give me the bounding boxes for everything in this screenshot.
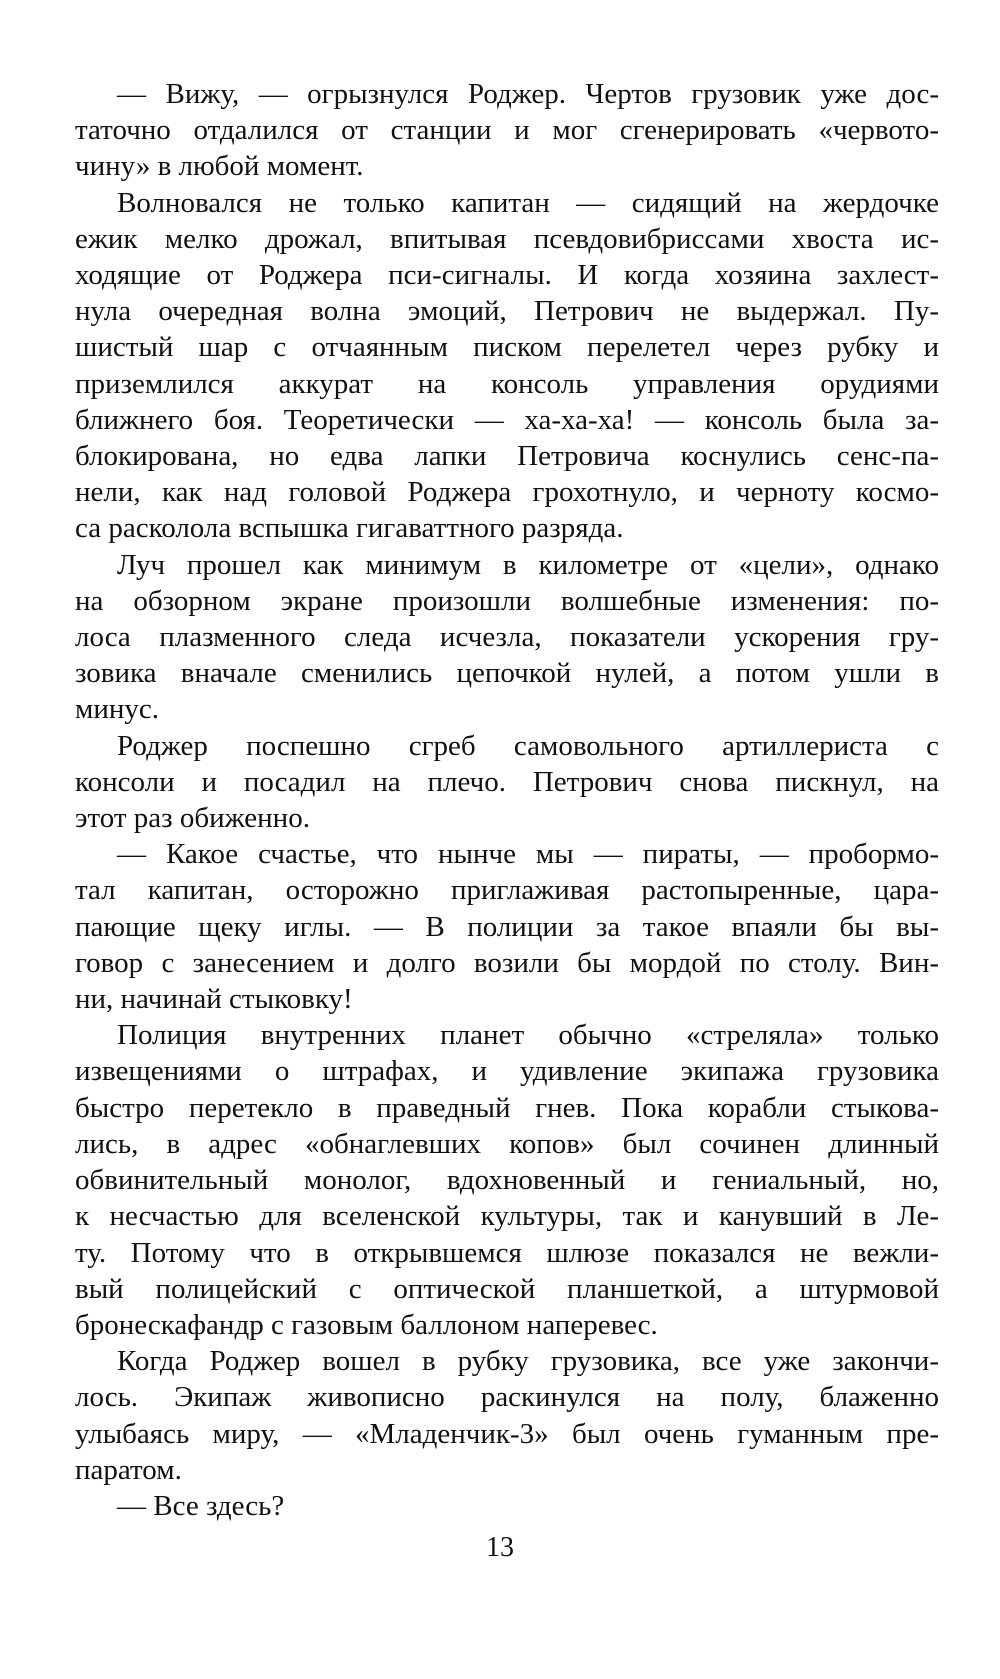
paragraph — [75, 76, 939, 185]
paragraph — [75, 836, 939, 1017]
text-line: — Все здесь? — [117, 1489, 285, 1522]
text-line: шистый шар с отчаянным писком перелетел через рубку и — [75, 331, 939, 364]
text-line: улыбаясь миру, — «Младенчик-3» был очень гуманным пре- — [75, 1417, 939, 1450]
text-line: зовика вначале сменились цепочкой нулей, а потом ушли в — [75, 657, 939, 690]
text-line: лоса плазменного следа исчезла, показатели ускорения гру- — [75, 621, 939, 654]
text-line: этот раз обиженно. — [75, 802, 310, 835]
text-line: паратом. — [75, 1453, 182, 1486]
paragraph — [75, 547, 939, 728]
text-line: на обзорном экране произошли волшебные изменения: по- — [75, 584, 939, 617]
text-line: лись, в адрес «обнаглевших копов» был сочинен длинный — [75, 1127, 939, 1160]
text-line: ходящие от Роджера пси-сигналы. И когда хозяина захлест- — [75, 259, 939, 292]
text-line: — Какое счастье, что нынче мы — пираты, — пробормо- — [117, 838, 939, 871]
text-line: нели, как над головой Роджера грохотнуло, и черноту космо- — [75, 476, 939, 509]
text-line: обвинительный монолог, вдохновенный и гениальный, но, — [75, 1164, 939, 1197]
text-line: говор с занесением и долго возили бы мордой по столу. Вин- — [75, 946, 939, 979]
page-number: 13 — [486, 1532, 514, 1563]
paragraph — [75, 1488, 939, 1524]
text-line: бронескафандр с газовым баллоном наперевес. — [75, 1308, 658, 1341]
text-line: Луч прошел как минимум в километре от «цели», однако — [117, 548, 939, 581]
text-line: ни, начинай стыковку! — [75, 983, 353, 1016]
text-line: быстро перетекло в праведный гнев. Пока корабли стыкова- — [75, 1091, 939, 1124]
paragraph — [75, 185, 939, 547]
text-line: вый полицейский с оптической планшеткой, а штурмовой — [75, 1272, 939, 1305]
text-line: лось. Экипаж живописно раскинулся на полу, блаженно — [75, 1381, 939, 1414]
text-line: к несчастью для вселенской культуры, так и канувший в Ле- — [75, 1200, 939, 1233]
text-line: извещениями о штрафах, и удивление экипажа грузовика — [75, 1055, 939, 1088]
text-line: пающие щеку иглы. — В полиции за такое впаяли бы вы- — [75, 910, 939, 943]
paragraph — [75, 1343, 939, 1488]
text-line: нула очередная волна эмоций, Петрович не выдержал. Пу- — [75, 295, 939, 328]
text-line: консоли и посадил на плечо. Петрович снова пискнул, на — [75, 765, 939, 798]
paragraph — [75, 1017, 939, 1343]
text-line: — Вижу, — огрызнулся Роджер. Чертов грузовик уже дос- — [117, 78, 939, 110]
text-line: таточно отдалился от станции и мог сгенерировать «червото- — [75, 114, 939, 147]
text-line: минус. — [75, 693, 160, 726]
text-line: Когда Роджер вошел в рубку грузовика, все уже закончи- — [117, 1345, 939, 1378]
text-line: Полиция внутренних планет обычно «стреляла» только — [117, 1019, 939, 1052]
text-line: Волновался не только капитан — сидящий на жердочке — [117, 186, 939, 219]
text-line: тал капитан, осторожно приглаживая растопыренные, цара- — [75, 874, 939, 907]
paragraph — [75, 728, 939, 837]
text-line: блокирована, но едва лапки Петровича коснулись сенс-па- — [75, 440, 939, 473]
body-text — [75, 76, 939, 1524]
text-line: ту. Потому что в открывшемся шлюзе показался не вежли- — [75, 1236, 939, 1269]
text-line: чину» в любой момент. — [75, 150, 364, 183]
text-line: приземлился аккурат на консоль управления орудиями — [75, 367, 939, 400]
text-line: са расколола вспышка гигаваттного разряда. — [75, 512, 624, 545]
text-line: ежик мелко дрожал, впитывая псевдовибриссами хвоста ис- — [75, 222, 939, 255]
text-line: Роджер поспешно сгреб самовольного артиллериста с — [117, 729, 939, 762]
text-line: ближнего боя. Теоретически — ха-ха-ха! — консоль была за- — [75, 403, 939, 436]
